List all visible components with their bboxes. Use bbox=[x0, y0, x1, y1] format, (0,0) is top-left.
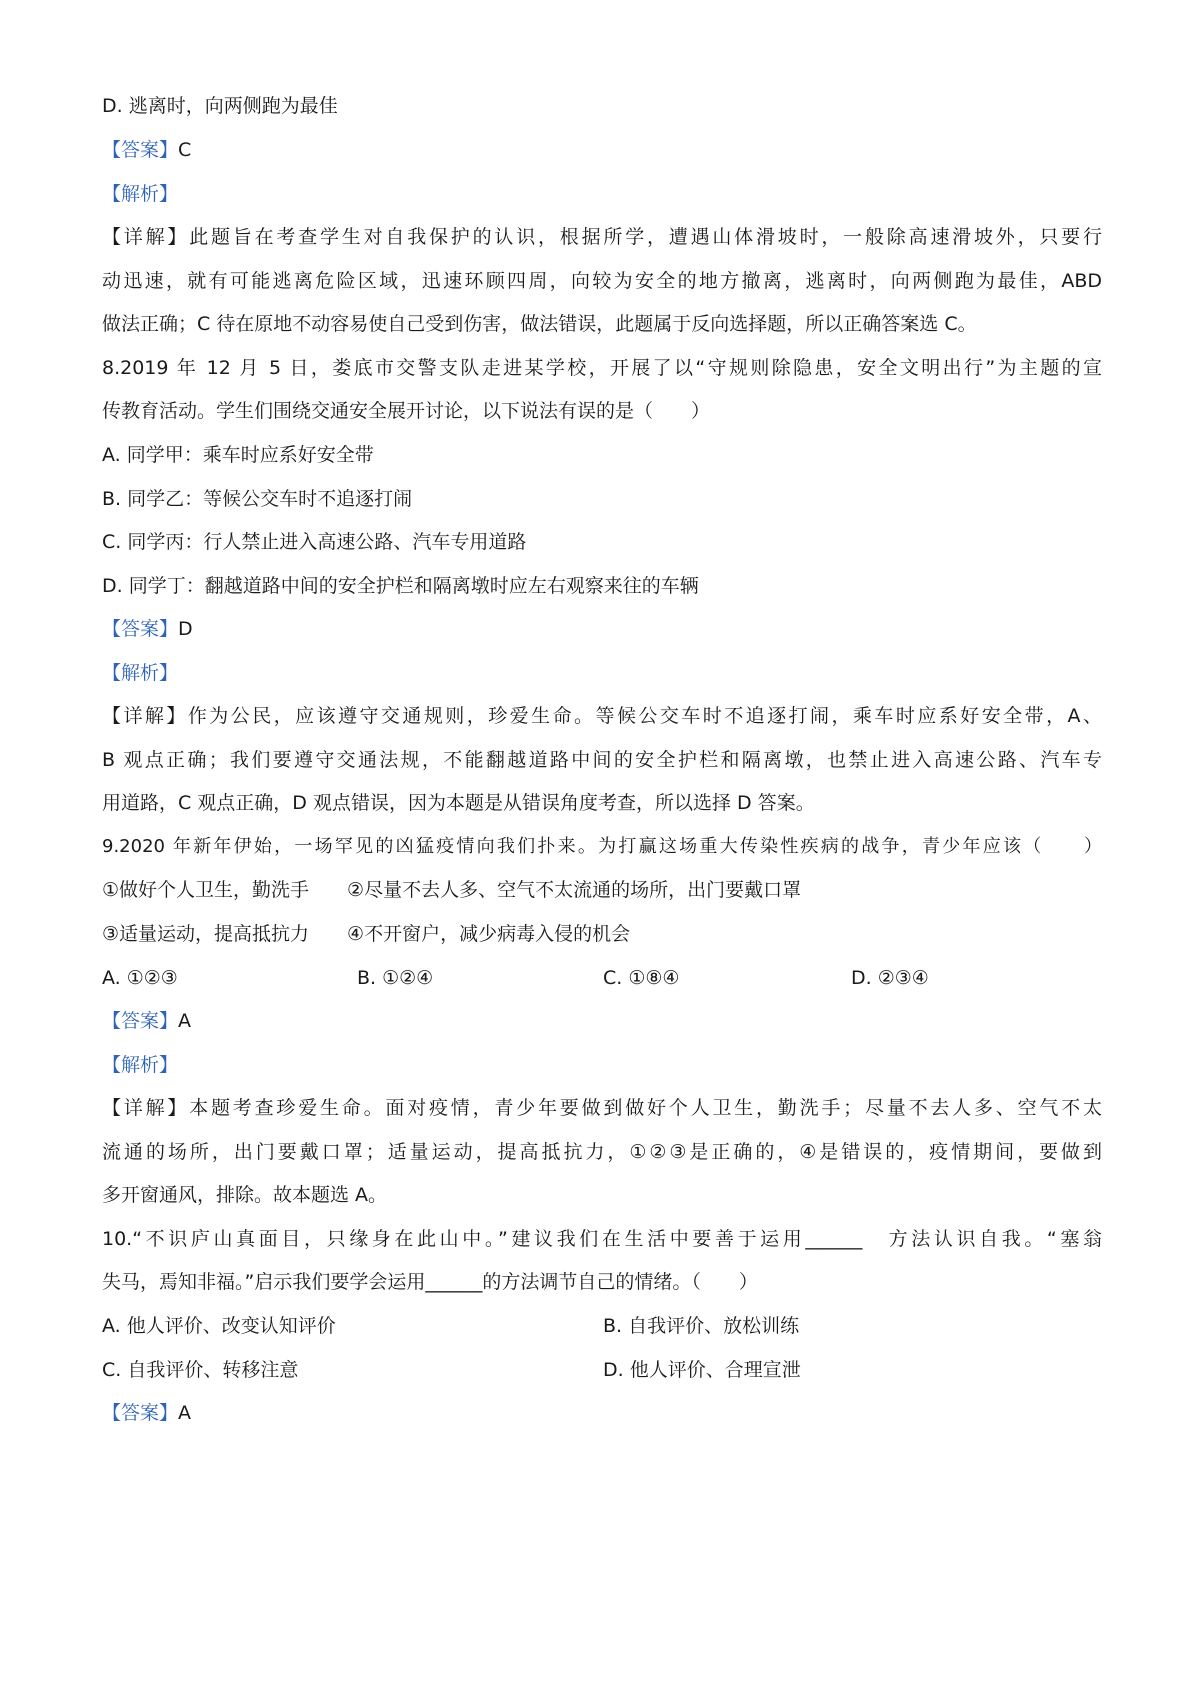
detail-label: 【详解】 bbox=[102, 226, 190, 248]
q8-analysis-label: 【解析】 bbox=[102, 662, 179, 684]
q9-option-a: A. ①②③ bbox=[102, 967, 178, 989]
q10-option-b: B. 自我评价、放松训练 bbox=[603, 1315, 800, 1337]
q9-items-line-2: ③适量运动，提高抵抗力 ④不开窗户，减少病毒入侵的机会 bbox=[102, 923, 631, 945]
q7-answer bbox=[102, 136, 1102, 164]
answer-label: 【答案】 bbox=[102, 618, 179, 640]
detail-text: 本题考查珍爱生命。面对疫情，青少年要做到做好个人卫生，勤洗手；尽量不去人多、空气不太 bbox=[189, 1097, 1102, 1119]
q8-option-a: A. 同学甲：乘车时应系好安全带 bbox=[102, 444, 374, 466]
q8-option-b: B. 同学乙：等候公交车时不追逐打闹 bbox=[102, 488, 413, 510]
q8-answer bbox=[102, 615, 1102, 643]
answer-label: 【答案】 bbox=[102, 1010, 179, 1032]
q10-option-a: A. 他人评价、改变认知评价 bbox=[102, 1315, 336, 1337]
answer-value: A bbox=[178, 1402, 192, 1424]
q10-stem-line-1: 10.“不识庐山真面目，只缘身在此山中。”建议我们在生活中要善于运用______ 方法认识自我。“塞翁 bbox=[102, 1228, 1102, 1250]
answer-value: C bbox=[178, 139, 192, 161]
q8-option-d: D. 同学丁：翻越道路中间的安全护栏和隔离墩时应左右观察来往的车辆 bbox=[102, 575, 699, 597]
q9-analysis-label: 【解析】 bbox=[102, 1054, 179, 1076]
q8-detail-line-3: 用道路，C 观点正确，D 观点错误，因为本题是从错误角度考查，所以选择 D 答案。 bbox=[102, 792, 815, 814]
q9-stem: 9.2020 年新年伊始，一场罕见的凶猛疫情向我们扑来。为打赢这场重大传染性疾病的战争，青少年应该（ ） bbox=[102, 836, 1102, 857]
q8-stem-line-2: 传教育活动。学生们围绕交通安全展开讨论，以下说法有误的是（ ） bbox=[102, 400, 711, 422]
answer-value: A bbox=[178, 1010, 192, 1032]
q9-items-line-1: ①做好个人卫生，勤洗手 ②尽量不去人多、空气不太流通的场所，出门要戴口罩 bbox=[102, 879, 802, 901]
answer-label: 【答案】 bbox=[102, 1402, 179, 1424]
q9-detail-line-2: 流通的场所，出门要戴口罩；适量运动，提高抵抗力，①②③是正确的，④是错误的，疫情期间，要做到 bbox=[102, 1141, 1102, 1163]
q7-detail-line-3: 做法正确；C 待在原地不动容易使自己受到伤害，做法错误，此题属于反向选择题，所以正确答案选 C。 bbox=[102, 313, 977, 335]
q9-detail-line-1 bbox=[102, 1094, 1102, 1122]
answer-value: D bbox=[178, 618, 193, 640]
q10-option-c: C. 自我评价、转移注意 bbox=[102, 1359, 299, 1381]
q8-stem-line-1: 8.2019 年 12 月 5 日，娄底市交警支队走进某学校，开展了以“守规则除隐患，安全文明出行”为主题的宣 bbox=[102, 357, 1102, 379]
q10-stem-line-2: 失马，焉知非福。”启示我们要学会运用______的方法调节自己的情绪。（ ） bbox=[102, 1271, 758, 1293]
q7-detail-line-2: 动迅速，就有可能逃离危险区域，迅速环顾四周，向较为安全的地方撤离，逃离时，向两侧跑为最佳，ABD bbox=[102, 270, 1102, 292]
q7-analysis-label: 【解析】 bbox=[102, 183, 179, 205]
detail-label: 【详解】 bbox=[102, 1097, 190, 1119]
q10-option-d: D. 他人评价、合理宣泄 bbox=[603, 1359, 801, 1381]
detail-label: 【详解】 bbox=[102, 705, 188, 727]
q9-detail-line-3: 多开窗通风，排除。故本题选 A。 bbox=[102, 1184, 388, 1206]
q8-detail-line-2: B 观点正确；我们要遵守交通法规，不能翻越道路中间的安全护栏和隔离墩，也禁止进入高速公路、汽车专 bbox=[102, 749, 1102, 771]
q9-option-d: D. ②③④ bbox=[851, 967, 929, 989]
q10-answer bbox=[102, 1399, 1102, 1427]
q9-option-b: B. ①②④ bbox=[357, 967, 434, 989]
answer-label: 【答案】 bbox=[102, 139, 179, 161]
detail-text: 此题旨在考查学生对自我保护的认识，根据所学，遭遇山体滑坡时，一般除高速滑坡外，只要行 bbox=[189, 226, 1102, 248]
q7-detail-line-1 bbox=[102, 223, 1102, 251]
q7-option-d: D. 逃离时，向两侧跑为最佳 bbox=[102, 95, 338, 117]
q8-option-c: C. 同学丙：行人禁止进入高速公路、汽车专用道路 bbox=[102, 531, 527, 553]
detail-text: 作为公民，应该遵守交通规则，珍爱生命。等候公交车时不追逐打闹，乘车时应系好安全带，A、 bbox=[187, 705, 1102, 727]
q9-option-c: C. ①⑧④ bbox=[603, 967, 680, 989]
q8-detail-line-1 bbox=[102, 702, 1102, 730]
q9-answer bbox=[102, 1007, 1102, 1035]
